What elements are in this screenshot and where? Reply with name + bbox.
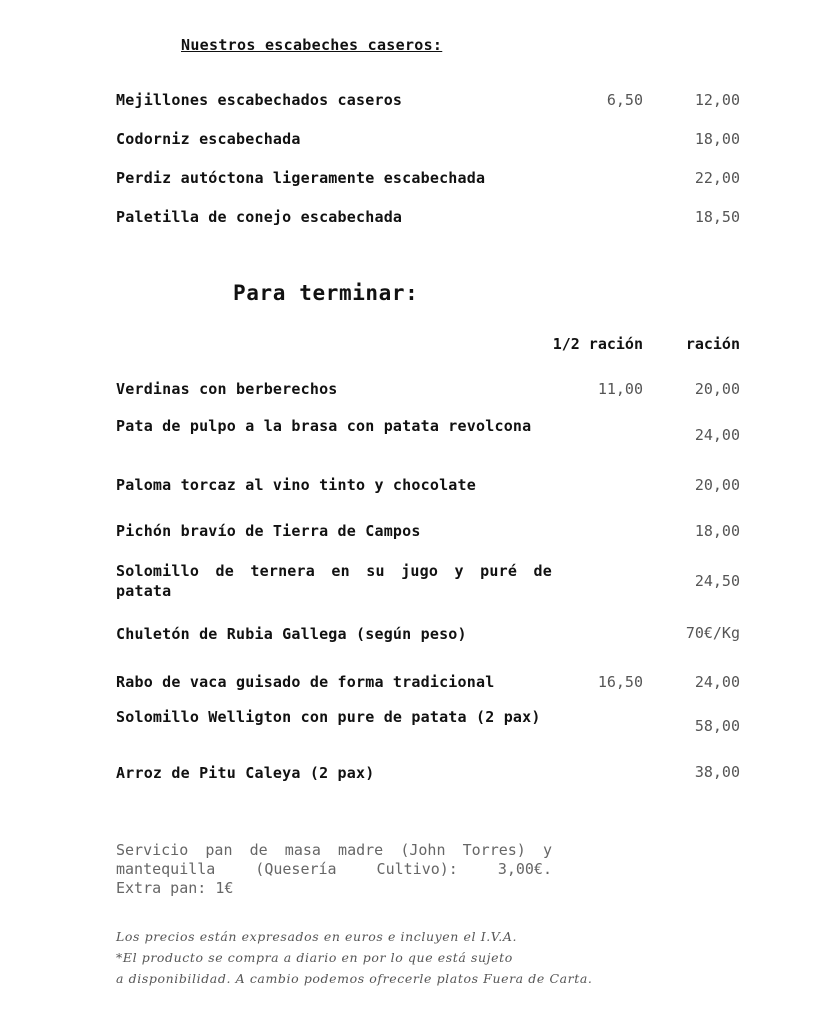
menu-item-half-price: 11,00 xyxy=(597,380,643,398)
menu-item-name: Paloma torcaz al vino tinto y chocolate xyxy=(116,476,476,494)
menu-item-price: 24,00 xyxy=(694,673,740,691)
menu-item-name: Pichón bravío de Tierra de Campos xyxy=(116,522,421,540)
menu-item-name: Rabo de vaca guisado de forma tradicional xyxy=(116,673,495,691)
section-title-terminar: Para terminar: xyxy=(233,281,419,305)
column-header-full: ración xyxy=(685,335,740,353)
bread-service-line: Servicio pan de masa madre (John Torres) y xyxy=(116,841,552,859)
menu-item-name: Codorniz escabechada xyxy=(116,130,301,148)
menu-item-half-price: 6,50 xyxy=(606,91,643,109)
menu-item-price: 58,00 xyxy=(694,717,740,735)
menu-item-name: Paletilla de conejo escabechada xyxy=(116,208,403,226)
footnotes xyxy=(116,926,593,989)
menu-item-price: 18,00 xyxy=(694,522,740,540)
footnote-line: a disponibilidad. A cambio podemos ofrecerle platos Fuera de Carta. xyxy=(116,971,593,986)
menu-item-name: Mejillones escabechados caseros xyxy=(116,91,403,109)
footnote-line: Los precios están expresados en euros e incluyen el I.V.A. xyxy=(116,929,518,944)
footnote-line: *El producto se compra a diario en por lo que está sujeto xyxy=(116,950,513,965)
menu-item-half-price: 16,50 xyxy=(597,673,643,691)
column-header-half: 1/2 ración xyxy=(552,335,643,353)
menu-item-name: Pata de pulpo a la brasa con patata revolcona xyxy=(116,417,532,435)
menu-item-price: 18,00 xyxy=(694,130,740,148)
menu-item-price: 20,00 xyxy=(694,476,740,494)
menu-item-price: 20,00 xyxy=(694,380,740,398)
menu-item-name: Solomillo Welligton con pure de patata (2 pax) xyxy=(116,708,541,726)
menu-item-name: Solomillo de ternera en su jugo y puré de patata xyxy=(116,562,552,600)
menu-item-price: 12,00 xyxy=(694,91,740,109)
bread-service-line: Extra pan: 1€ xyxy=(116,879,234,897)
bread-service-line: mantequilla (Quesería Cultivo): 3,00€. xyxy=(116,860,552,878)
bread-service-note xyxy=(116,841,552,898)
menu-item-name: Perdiz autóctona ligeramente escabechada xyxy=(116,169,486,187)
menu-item-name: Arroz de Pitu Caleya (2 pax) xyxy=(116,764,375,782)
menu-item-name: Verdinas con berberechos xyxy=(116,380,338,398)
menu-item-price: 24,50 xyxy=(694,572,740,590)
menu-item-price: 18,50 xyxy=(694,208,740,226)
menu-item-price: 24,00 xyxy=(694,426,740,444)
menu-item-price: 22,00 xyxy=(694,169,740,187)
section-title-escabeches: Nuestros escabeches caseros: xyxy=(181,36,443,54)
menu-item-price: 38,00 xyxy=(694,763,740,781)
menu-item-name: Chuletón de Rubia Gallega (según peso) xyxy=(116,625,467,643)
menu-item-price: 70€/Kg xyxy=(685,624,740,642)
